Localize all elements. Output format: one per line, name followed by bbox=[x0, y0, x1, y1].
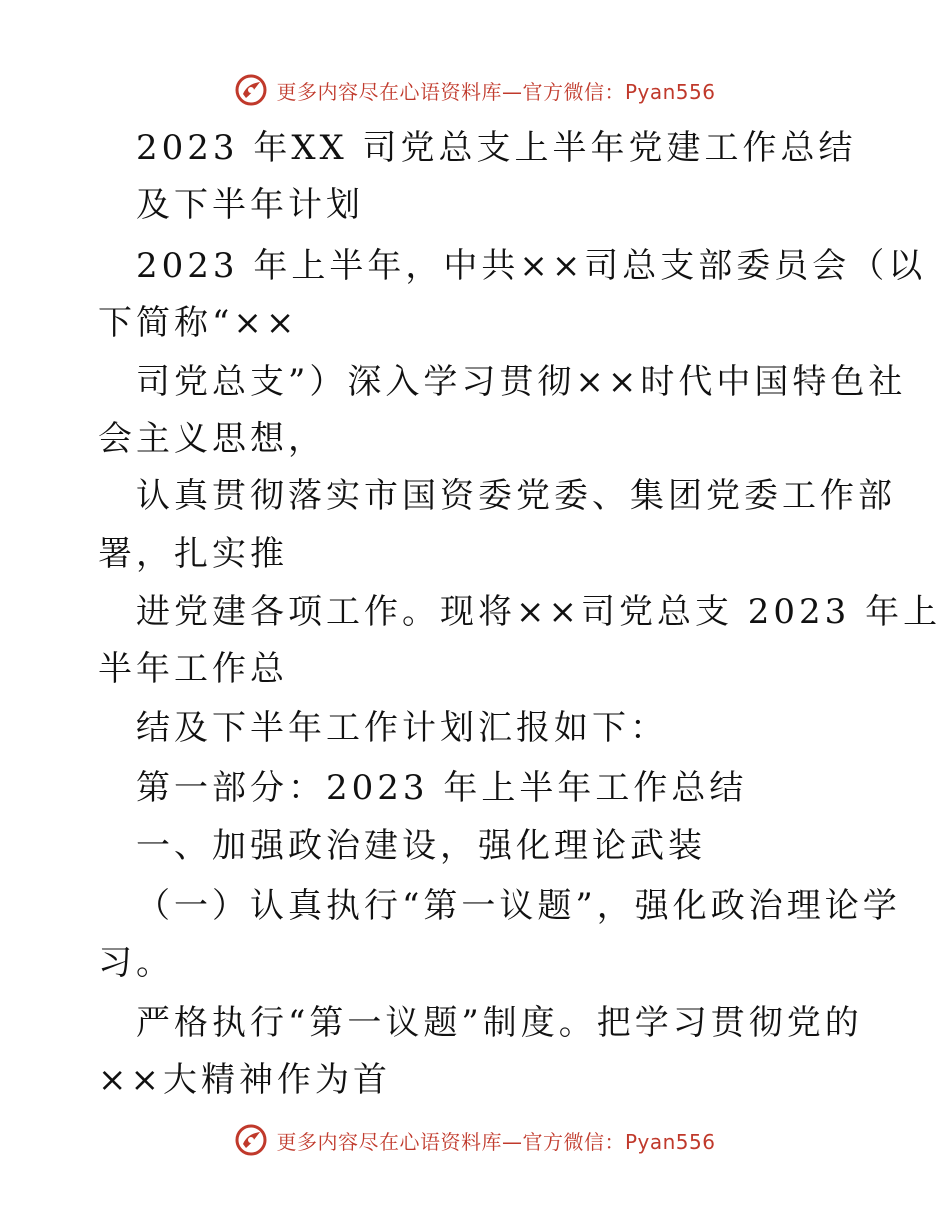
paragraph-line: 2023 年上半年，中共××司总支部委员会（以 bbox=[136, 246, 927, 286]
document-title-line-2: 及下半年计划 bbox=[136, 185, 364, 225]
item-heading-continued: 习。 bbox=[98, 943, 174, 983]
section-heading: 第一部分：2023 年上半年工作总结 bbox=[136, 768, 748, 808]
paragraph-line: 半年工作总 bbox=[98, 649, 288, 689]
paragraph-line: ××大精神作为首 bbox=[98, 1060, 391, 1100]
paragraph-line: 司党总支”）深入学习贯彻××时代中国特色社 bbox=[136, 362, 907, 402]
paragraph-line: 会主义思想， bbox=[98, 419, 326, 459]
paragraph-line: 进党建各项工作。现将××司党总支 2023 年上 bbox=[136, 592, 942, 632]
stamp-seal-icon bbox=[234, 1123, 268, 1157]
paragraph-line: 结及下半年工作计划汇报如下： bbox=[136, 708, 668, 748]
item-heading: （一）认真执行“第一议题”，强化政治理论学 bbox=[136, 886, 901, 926]
header-watermark bbox=[0, 68, 950, 112]
subsection-heading: 一、加强政治建设，强化理论武装 bbox=[136, 826, 706, 866]
stamp-seal-icon bbox=[234, 73, 268, 107]
watermark-text: 更多内容尽在心语资料库—官方微信：Pyan556 bbox=[276, 1129, 716, 1154]
footer-watermark bbox=[0, 1118, 950, 1162]
watermark-text: 更多内容尽在心语资料库—官方微信：Pyan556 bbox=[276, 79, 716, 104]
document-title-line-1: 2023 年XX 司党总支上半年党建工作总结 bbox=[136, 128, 857, 168]
paragraph-line: 署，扎实推 bbox=[98, 534, 288, 574]
paragraph-line: 认真贯彻落实市国资委党委、集团党委工作部 bbox=[136, 476, 896, 516]
paragraph-line: 下简称“×× bbox=[98, 303, 299, 343]
paragraph-line: 严格执行“第一议题”制度。把学习贯彻党的 bbox=[136, 1003, 863, 1043]
